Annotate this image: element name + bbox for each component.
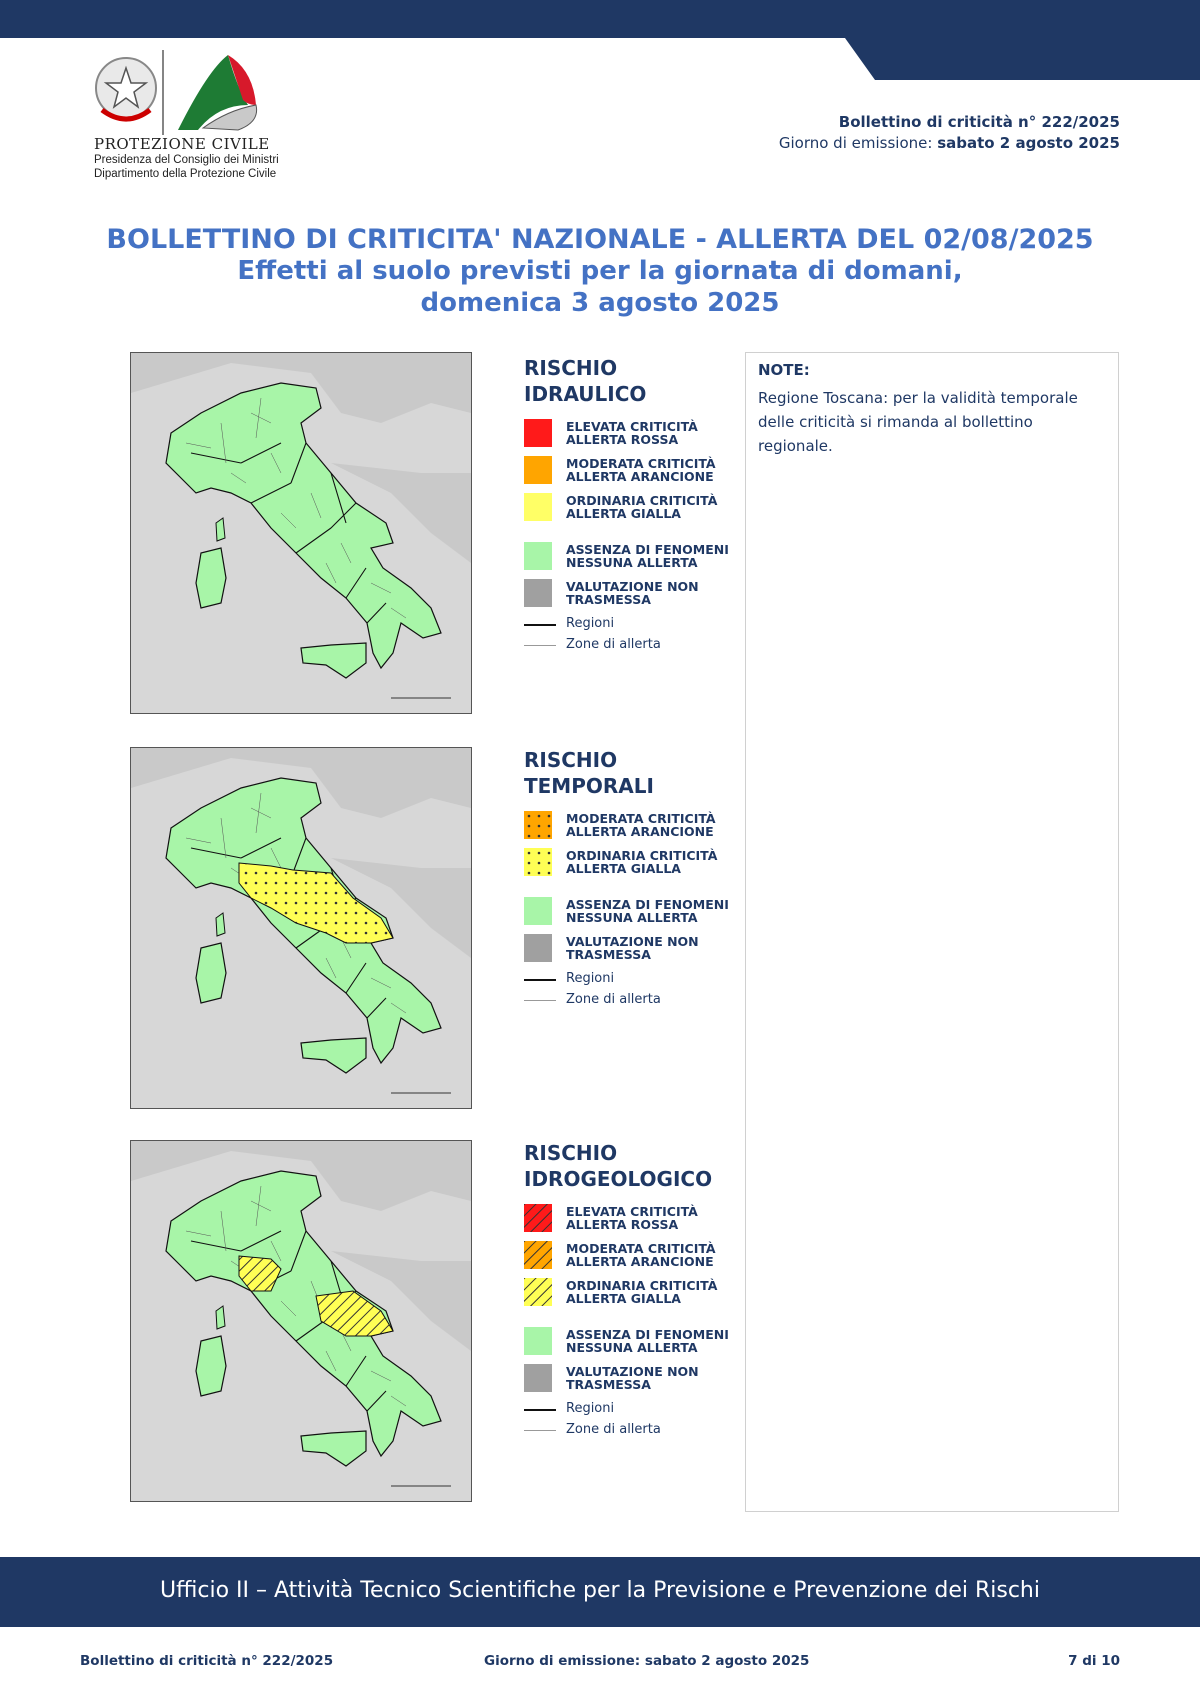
emission-label: Giorno di emissione:: [778, 134, 938, 152]
legend-line-zone: Zone di allerta: [524, 1420, 734, 1441]
legend-item-red-hatch: ELEVATA CRITICITÀ ALLERTA ROSSA: [524, 1202, 734, 1234]
org-name: PROTEZIONE CIVILE: [94, 135, 270, 153]
legend-line-regioni: Regioni: [524, 1399, 734, 1420]
logo-text: [94, 135, 294, 181]
emission-date: sabato 2 agosto 2025: [937, 134, 1120, 152]
footer-bulletin: Bollettino di criticità n° 222/2025: [80, 1653, 334, 1669]
footer-emission: Giorno di emissione: sabato 2 agosto 2025: [484, 1653, 810, 1669]
legend-line-zone: Zone di allerta: [524, 635, 734, 656]
map-temporali: [130, 747, 472, 1109]
legend-item-grey: VALUTAZIONE NON TRASMESSA: [524, 577, 734, 609]
notes-box: [745, 352, 1119, 1512]
legend-idrogeologico: RISCHIO IDROGEOLOGICO ELEVATA CRITICITÀ ALLERTA ROSSA MODERATA CRITICITÀ ALLERTA ARANCIONE ORDINARIA CRITICITÀ ALLERTA GIALLA ASSENZA DI FENOMENI NESSUNA ALLERTA VALUTAZIONE NON TRASMESSA Regioni Zone di allerta: [524, 1140, 734, 1441]
legend-item-red: ELEVATA CRITICITÀ ALLERTA ROSSA: [524, 417, 734, 449]
legend-line-regioni: Regioni: [524, 614, 734, 635]
header-info: [779, 112, 1120, 154]
legend-item-green: ASSENZA DI FENOMENI NESSUNA ALLERTA: [524, 895, 734, 927]
legend-title-1: RISCHIO: [524, 356, 618, 380]
footer-office: Ufficio II – Attività Tecnico Scientifiche per la Previsione e Prevenzione dei Rischi: [160, 1578, 1040, 1603]
legend-item-yellow: ORDINARIA CRITICITÀ ALLERTA GIALLA: [524, 491, 734, 523]
legend-item-green: ASSENZA DI FENOMENI NESSUNA ALLERTA: [524, 1325, 734, 1357]
map-idraulico: [130, 352, 472, 714]
bulletin-label: Bollettino di criticità n° 222/2025: [838, 113, 1120, 131]
legend-line-zone: Zone di allerta: [524, 990, 734, 1011]
legend-item-yellow-hatch: ORDINARIA CRITICITÀ ALLERTA GIALLA: [524, 1276, 734, 1308]
legend-idraulico: [524, 355, 734, 656]
top-banner-tab: [845, 38, 1200, 80]
legend-item-yellow-dots: ORDINARIA CRITICITÀ ALLERTA GIALLA: [524, 846, 734, 878]
page-subtitle-1: Effetti al suolo previsti per la giornata di domani,: [237, 256, 963, 286]
page-title: BOLLETTINO DI CRITICITA' NAZIONALE - ALLERTA DEL 02/08/2025: [106, 224, 1094, 255]
org-sub1: Presidenza del Consiglio dei Ministri: [94, 154, 279, 166]
legend-temporali: RISCHIO TEMPORALI MODERATA CRITICITÀ ALLERTA ARANCIONE ORDINARIA CRITICITÀ ALLERTA GIALLA ASSENZA DI FENOMENI NESSUNA ALLERTA VALUTAZIONE NON TRASMESSA Regioni Zone di allerta: [524, 747, 734, 1011]
map-idrogeologico: [130, 1140, 472, 1502]
legend-item-green: ASSENZA DI FENOMENI NESSUNA ALLERTA: [524, 540, 734, 572]
top-banner: [0, 0, 1200, 38]
footer-banner: [0, 1557, 1200, 1627]
legend-item-orange-dots: MODERATA CRITICITÀ ALLERTA ARANCIONE: [524, 809, 734, 841]
legend-title-2: IDRAULICO: [524, 382, 647, 406]
legend-item-grey: VALUTAZIONE NON TRASMESSA: [524, 932, 734, 964]
legend-item-orange: MODERATA CRITICITÀ ALLERTA ARANCIONE: [524, 454, 734, 486]
legend-line-regioni: Regioni: [524, 969, 734, 990]
notes-title: NOTE:: [758, 361, 810, 379]
legend-item-orange-hatch: MODERATA CRITICITÀ ALLERTA ARANCIONE: [524, 1239, 734, 1271]
org-sub2: Dipartimento della Protezione Civile: [94, 168, 277, 180]
page-number: 7 di 10: [1068, 1653, 1120, 1669]
legend-item-grey: VALUTAZIONE NON TRASMESSA: [524, 1362, 734, 1394]
page-subtitle-2: domenica 3 agosto 2025: [420, 288, 780, 318]
notes-text: Regione Toscana: per la validità temporale delle criticità si rimanda al bollettino regionale.: [758, 389, 1078, 455]
